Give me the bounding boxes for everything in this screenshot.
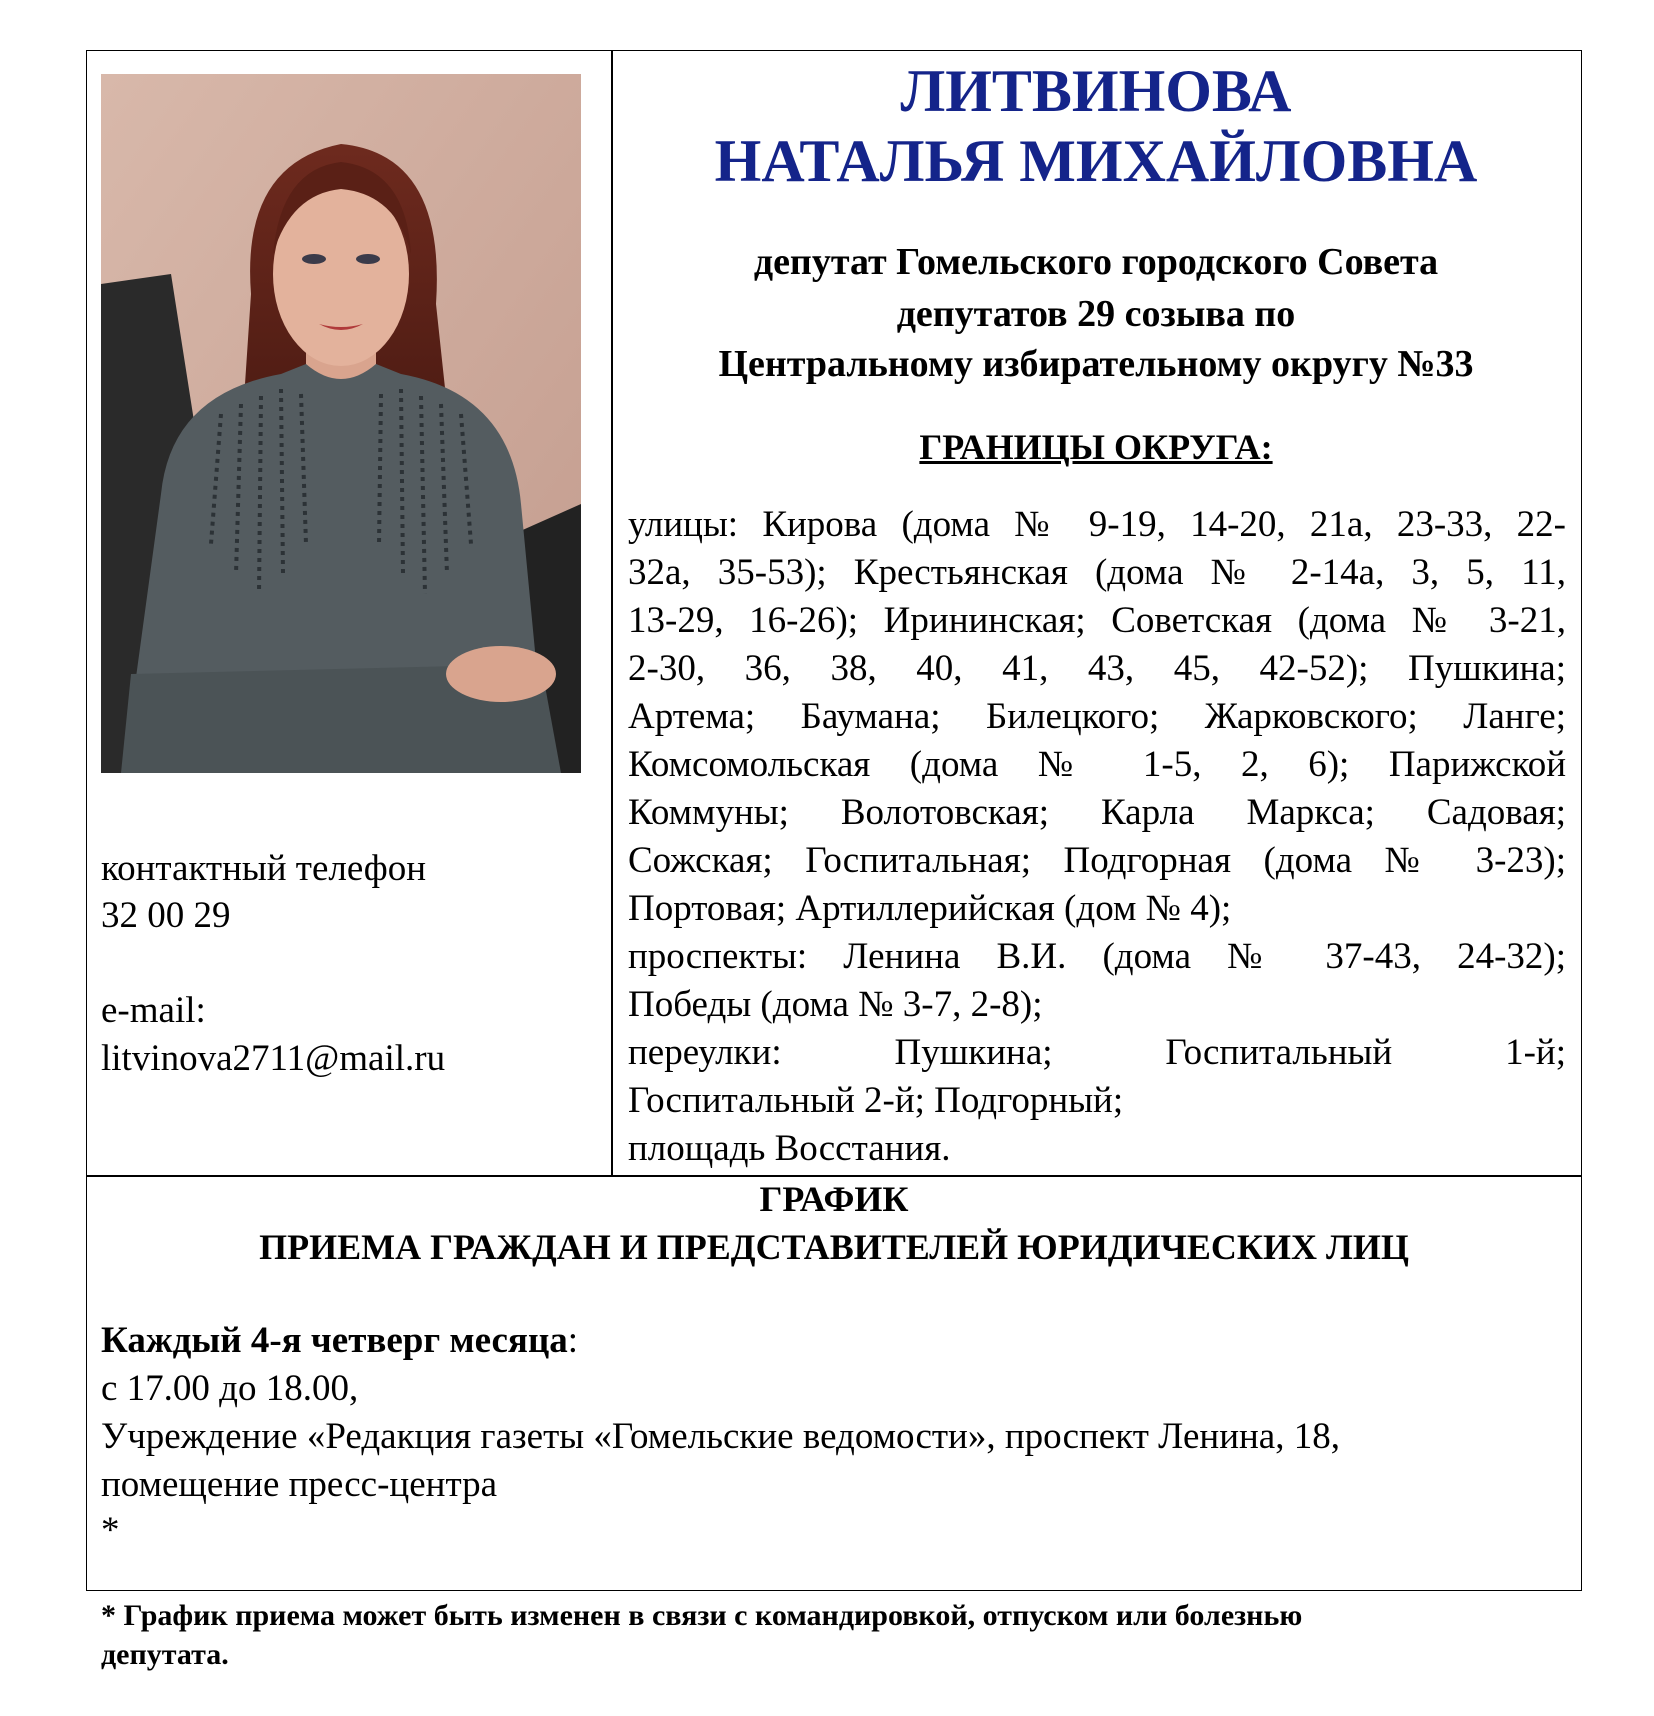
- deputy-given-names: НАТАЛЬЯ МИХАЙЛОВНА: [714, 128, 1478, 194]
- boundary-line: улицы: Кирова (дома № 9-19, 14-20, 21а, 23-33, 22-: [628, 504, 1566, 545]
- email-address: litvinova2711@mail.ru: [101, 1038, 446, 1079]
- schedule-place-room: помещение пресс-центра: [101, 1464, 497, 1505]
- column-divider: [611, 50, 613, 1176]
- footnote-line: депутата.: [101, 1638, 229, 1671]
- boundary-line: 2-30, 36, 38, 40, 41, 43, 45, 42-52); Пушкина;: [628, 648, 1566, 689]
- schedule-place: Учреждение «Редакция газеты «Гомельские ведомости», проспект Ленина, 18,: [101, 1416, 1340, 1457]
- schedule-day-colon: :: [567, 1320, 579, 1361]
- phone-label: контактный телефон: [101, 848, 427, 889]
- schedule-time: с 17.00 до 18.00,: [101, 1368, 359, 1409]
- boundary-line: Коммуны; Волотовская; Карла Маркса; Садовая;: [628, 792, 1566, 833]
- schedule-asterisk: *: [101, 1510, 120, 1551]
- deputy-surname: ЛИТВИНОВА: [900, 58, 1292, 124]
- email-label: e-mail:: [101, 990, 206, 1031]
- role-line: депутатов 29 созыва по: [896, 293, 1296, 335]
- boundary-line: Сожская; Госпитальная; Подгорная (дома № 3-23);: [628, 840, 1566, 881]
- schedule-day-text: Каждый 4-я четверг месяца: [101, 1320, 568, 1361]
- boundary-line: 13-29, 16-26); Ирининская; Советская (дома № 3-21,: [628, 600, 1566, 641]
- role-line: депутат Гомельского городского Совета: [753, 241, 1439, 283]
- boundary-line: площадь Восстания.: [628, 1128, 951, 1169]
- boundaries-title: ГРАНИЦЫ ОКРУГА:: [919, 427, 1273, 467]
- boundary-line: Артема; Баумана; Билецкого; Жарковского; Ланге;: [628, 696, 1566, 737]
- role-line: Центральному избирательному округу №33: [718, 343, 1474, 385]
- schedule-day: [101, 1318, 578, 1364]
- boundary-line: Победы (дома № 3-7, 2-8);: [628, 984, 1043, 1025]
- boundary-line: Портовая; Артиллерийская (дом № 4);: [628, 888, 1232, 929]
- deputy-photo: [101, 74, 581, 773]
- boundary-line: проспекты: Ленина В.И. (дома № 37-43, 24-32);: [628, 936, 1566, 977]
- boundary-line: Госпитальный 2-й; Подгорный;: [628, 1080, 1124, 1121]
- phone-number: 32 00 29: [101, 895, 231, 936]
- schedule-title: ГРАФИК: [759, 1179, 909, 1219]
- schedule-subtitle: ПРИЕМА ГРАЖДАН И ПРЕДСТАВИТЕЛЕЙ ЮРИДИЧЕСКИХ ЛИЦ: [259, 1227, 1409, 1267]
- boundary-line: 32а, 35-53); Крестьянская (дома № 2-14а, 3, 5, 11,: [628, 552, 1566, 593]
- footnote-line: * График приема может быть изменен в связи с командировкой, отпуском или болезнью: [101, 1599, 1303, 1632]
- boundary-line: переулки: Пушкина; Госпитальный 1-й;: [628, 1032, 1566, 1073]
- boundary-line: Комсомольская (дома № 1-5, 2, 6); Парижской: [628, 744, 1566, 785]
